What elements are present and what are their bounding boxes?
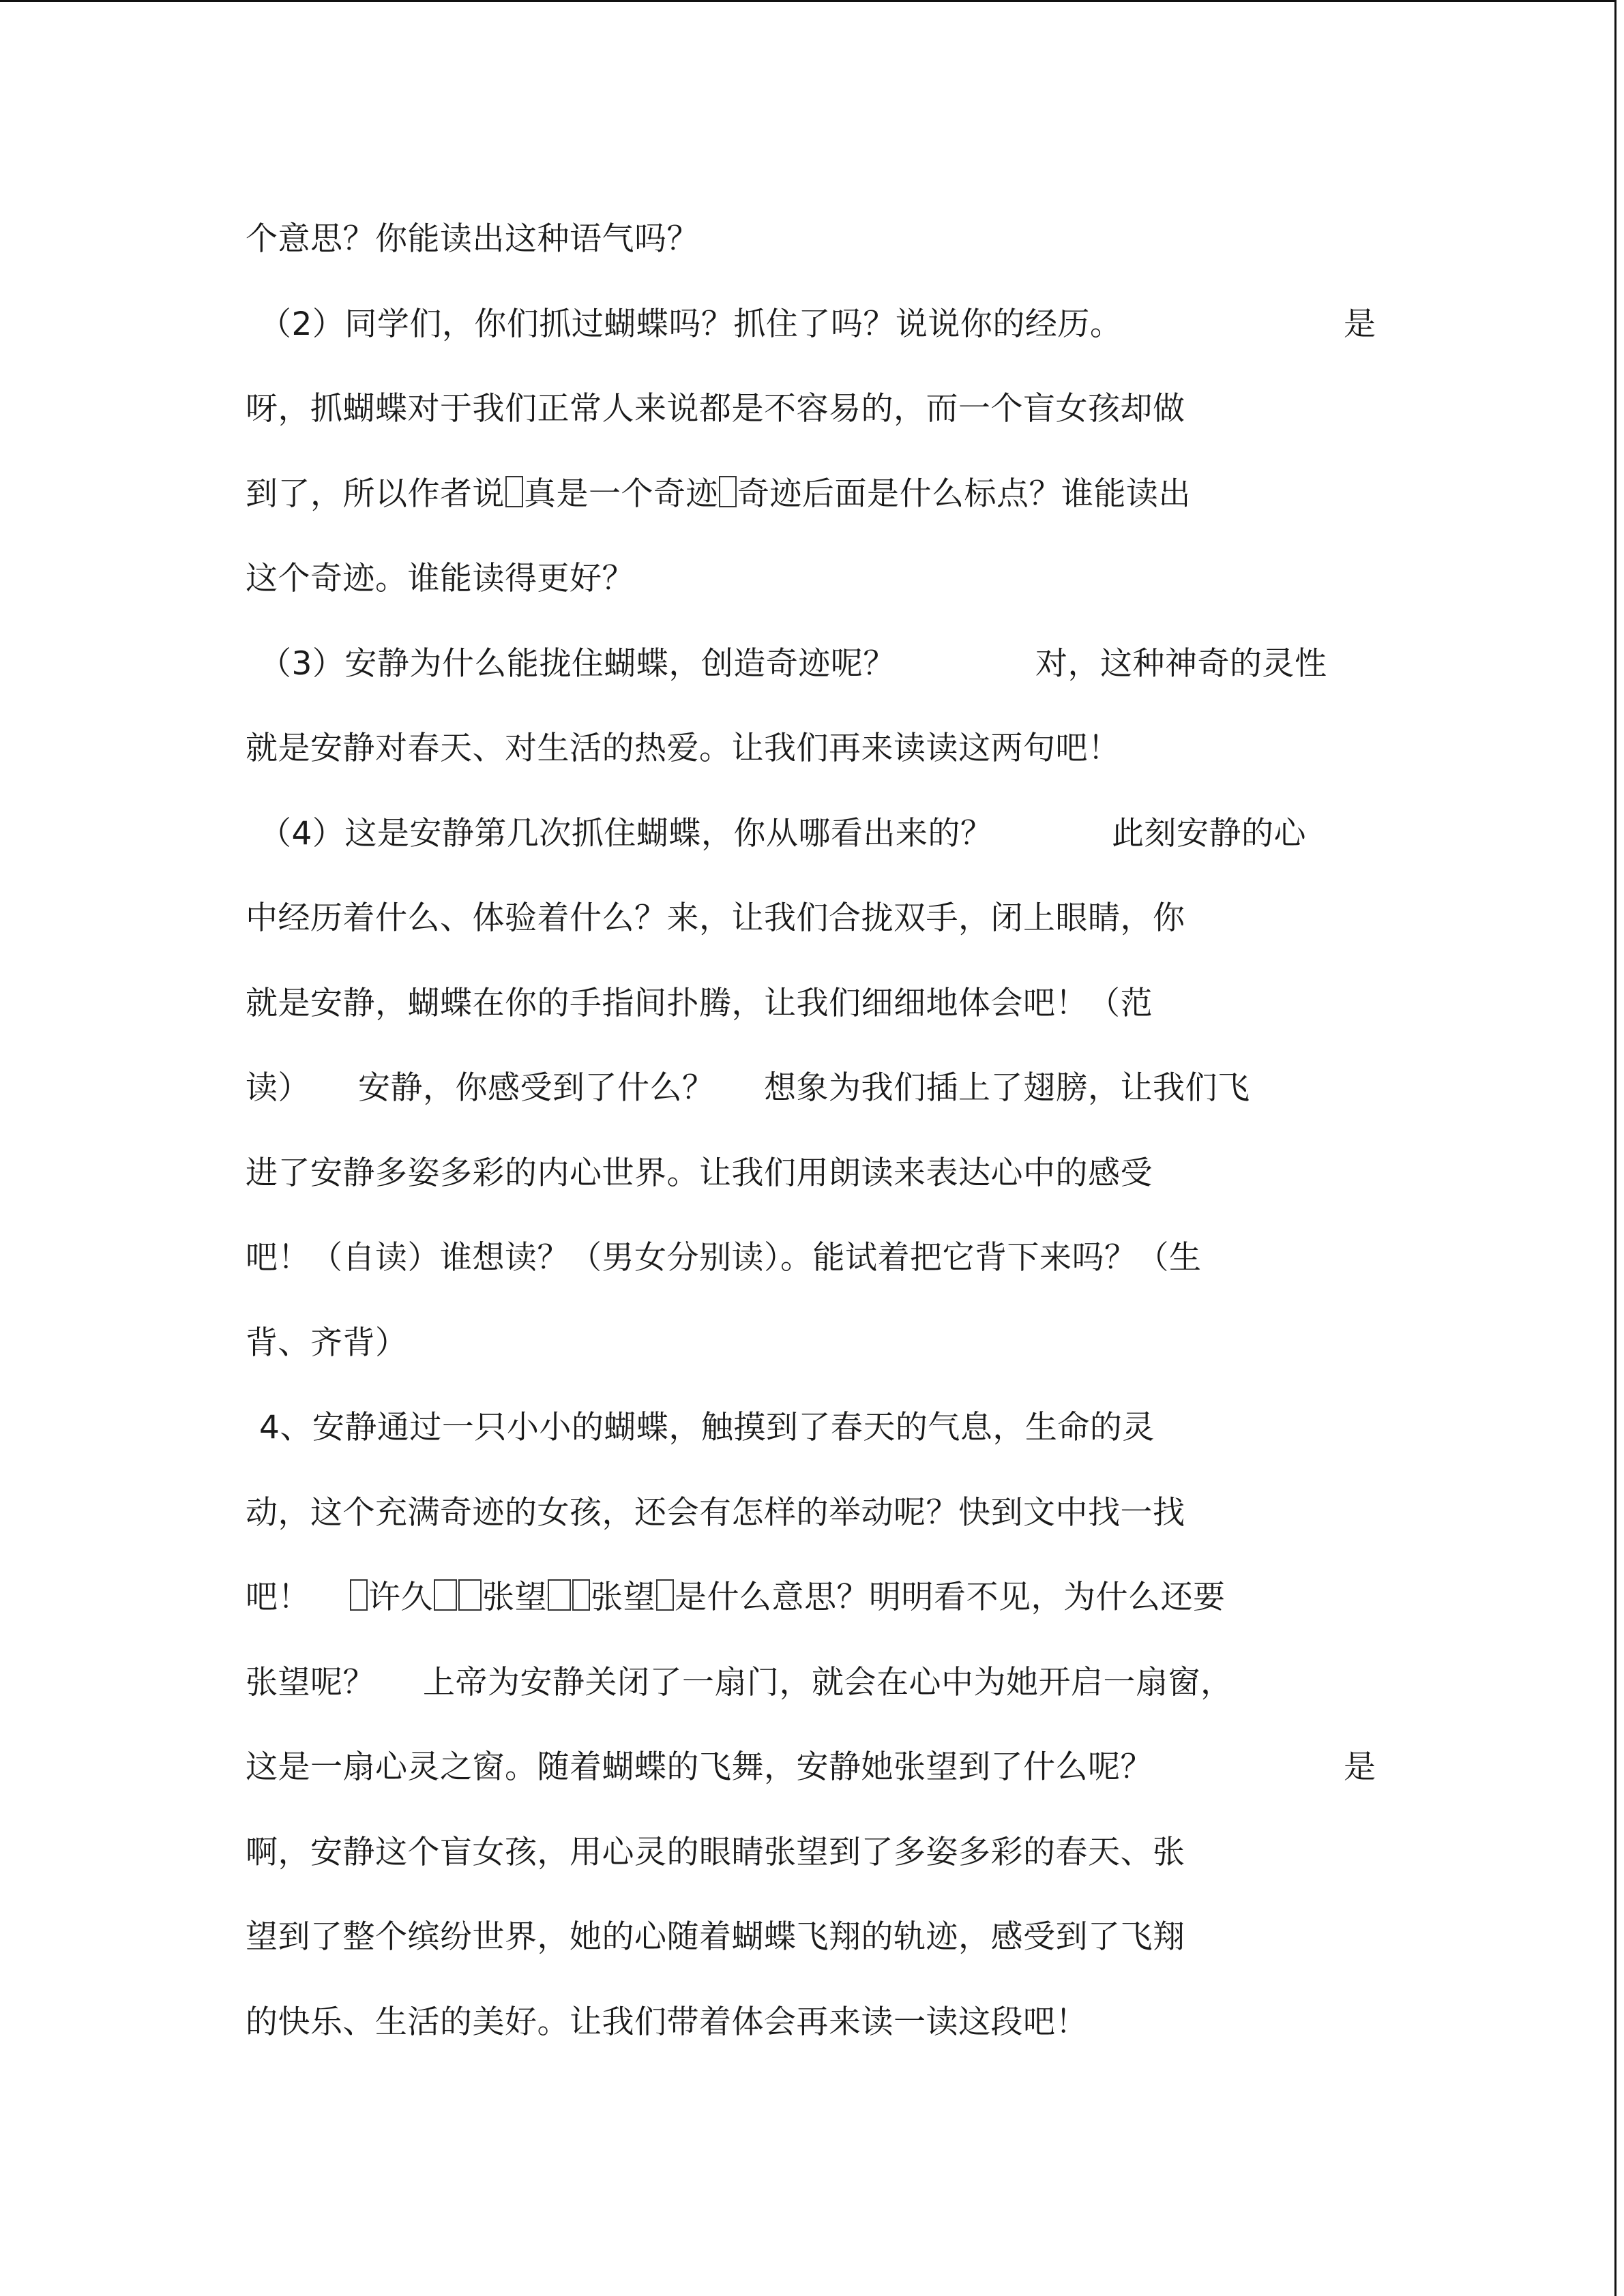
text-line <box>246 1136 1379 1221</box>
text-segment: 安静，你感受到了什么？ <box>358 1069 715 1107</box>
missing-glyph-box <box>572 1579 590 1611</box>
text-segment: 中经历着什么、体验着什么？来，让我们合拢双手，闭上眼睛，你 <box>246 899 1185 937</box>
missing-glyph-box <box>350 1579 368 1611</box>
text-line <box>246 457 1379 542</box>
text-line <box>246 287 1379 372</box>
text-segment: 啊，安静这个盲女孩，用心灵的眼睛张望到了多姿多彩的春天、张 <box>246 1833 1185 1871</box>
text-segment: （2）同学们，你们抓过蝴蝶吗？抓住了吗？说说你的经历。 <box>259 305 1123 343</box>
text-segment <box>246 457 1191 532</box>
text-segment: 背、齐背） <box>246 1324 408 1362</box>
text-segment: 是 <box>1344 1748 1376 1786</box>
missing-glyph-box <box>505 476 523 507</box>
missing-glyph-box <box>548 1579 571 1611</box>
text-segment: 呀，抓蝴蝶对于我们正常人来说都是不容易的，而一个盲女孩却做 <box>246 390 1185 428</box>
text-segment: （4）这是安静第几次抓住蝴蝶，你从哪看出来的？ <box>259 814 993 852</box>
text-line <box>246 1476 1379 1561</box>
text-segment: 上帝为安静关闭了一扇门，就会在心中为她开启一扇窗， <box>423 1663 1233 1701</box>
text-line <box>246 1560 1379 1645</box>
text-segment <box>349 1560 1226 1635</box>
text-line <box>246 1645 1379 1731</box>
text-segment: （3）安静为什么能拢住蝴蝶，创造奇迹呢？ <box>259 644 896 683</box>
text-segment: 这是一扇心灵之窗。随着蝴蝶的飞舞，安静她张望到了什么呢？ <box>246 1748 1153 1786</box>
text-segment: 此刻安静的心 <box>1112 814 1306 852</box>
text-line <box>246 1730 1379 1815</box>
text-line <box>246 1815 1379 1900</box>
text-line <box>246 711 1379 796</box>
text-segment: 是 <box>1344 305 1376 343</box>
text-line <box>246 881 1379 966</box>
text-line <box>246 1985 1379 2070</box>
text-run: 张望 <box>482 1579 547 1616</box>
text-segment: 这个奇迹。谁能读得更好？ <box>246 560 634 597</box>
text-line <box>246 796 1379 882</box>
text-line <box>246 1306 1379 1391</box>
text-line <box>246 627 1379 712</box>
text-segment: 张望呢？ <box>246 1663 375 1701</box>
text-line <box>246 1900 1379 1985</box>
text-segment: 就是安静对春天、对生活的热爱。让我们再来读读这两句吧！ <box>246 730 1121 767</box>
text-segment: 想象为我们插上了翅膀，让我们飞 <box>764 1069 1250 1107</box>
text-segment: 望到了整个缤纷世界，她的心随着蝴蝶飞翔的轨迹，感受到了飞翔 <box>246 1918 1185 1956</box>
text-segment: 读） <box>246 1069 310 1107</box>
text-segment: 就是安静，蝴蝶在你的手指间扑腾，让我们细细地体会吧！（范 <box>246 984 1153 1022</box>
text-run: 是什么意思？明明看不见，为什么还要 <box>675 1579 1226 1616</box>
missing-glyph-box <box>719 476 737 507</box>
text-segment: 进了安静多姿多彩的内心世界。让我们用朗读来表达心中的感受 <box>246 1154 1153 1192</box>
text-line <box>246 966 1379 1052</box>
text-run: 张望 <box>591 1579 655 1616</box>
text-segment: 吧！（自读）谁想读？（男女分别读）。能试着把它背下来吗？（生 <box>246 1239 1202 1277</box>
text-segment: 个意思？你能读出这种语气吗？ <box>246 220 699 258</box>
missing-glyph-box <box>458 1579 482 1611</box>
text-segment: 4、安静通过一只小小的蝴蝶，触摸到了春天的气息，生命的灵 <box>259 1409 1155 1446</box>
text-segment: 的快乐、生活的美好。让我们带着体会再来读一读这段吧！ <box>246 2003 1088 2041</box>
text-segment: 吧！ <box>246 1579 310 1616</box>
missing-glyph-box <box>434 1579 457 1611</box>
text-run: 奇迹后面是什么标点？谁能读出 <box>737 475 1191 513</box>
text-segment: 动，这个充满奇迹的女孩，还会有怎样的举动呢？快到文中找一找 <box>246 1493 1185 1532</box>
text-line <box>246 541 1379 627</box>
text-run: 到了，所以作者说 <box>246 475 505 513</box>
text-line <box>246 372 1379 457</box>
text-line <box>246 1390 1379 1476</box>
text-line <box>246 1051 1379 1136</box>
text-run: 真是一个奇迹 <box>524 475 718 513</box>
missing-glyph-box <box>656 1579 674 1611</box>
document-body <box>246 202 1379 2070</box>
text-line <box>246 202 1379 287</box>
text-line <box>246 1221 1379 1306</box>
text-run: 许久 <box>368 1579 433 1616</box>
text-segment: 对，这种神奇的灵性 <box>1035 644 1327 683</box>
